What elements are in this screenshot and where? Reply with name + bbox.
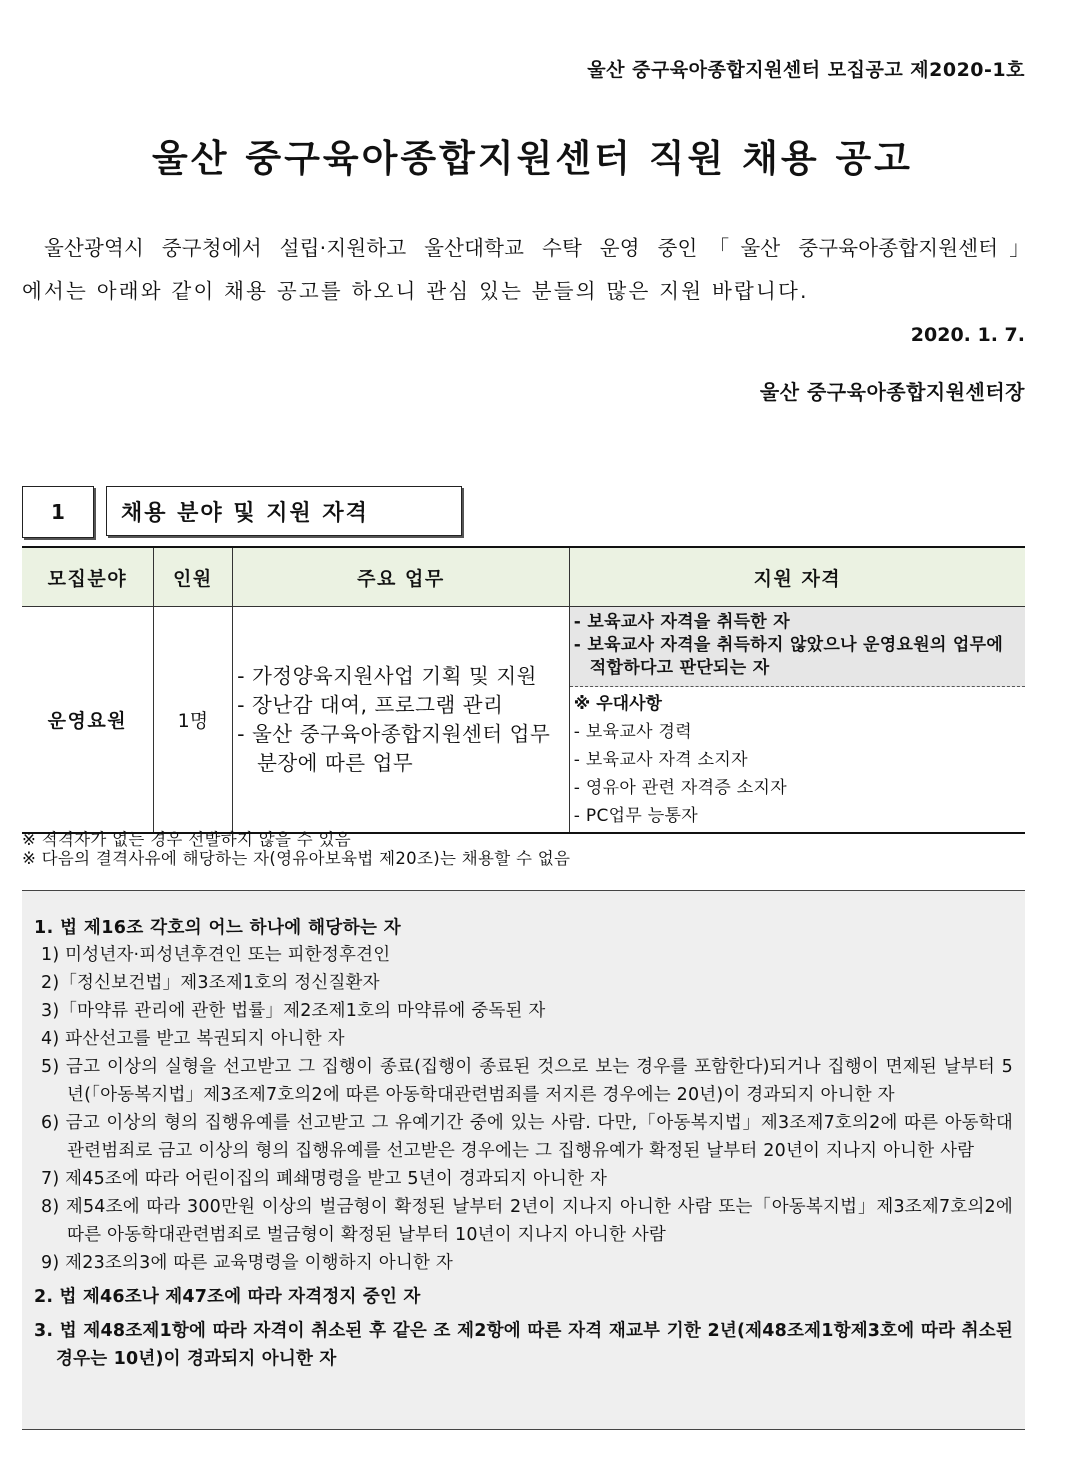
- notice-number: 울산 중구육아종합지원센터 모집공고 제2020-1호: [587, 59, 1025, 81]
- notes: [22, 830, 570, 868]
- signer: 울산 중구육아종합지원센터장: [759, 380, 1025, 404]
- cell-duties: [233, 607, 570, 834]
- disqualification-heading-3: 3. 법 제48조제1항에 따라 자격이 취소된 후 같은 조 제2항에 따른 자격 재교부 기한 2년(제48조제1항제3호에 따라 취소된 경우는 10년)이 경과되지 아니한 자: [34, 1321, 1013, 1369]
- disqualification-item: 3)「마약류 관리에 관한 법률」제2조제1호의 마약류에 중독된 자: [41, 1001, 546, 1021]
- note-item: ※ 적격자가 없는 경우 선발하지 않을 수 있음: [22, 830, 352, 849]
- disqualification-item: 7) 제45조에 따라 어린이집의 폐쇄명령을 받고 5년이 경과되지 아니한 자: [41, 1169, 608, 1189]
- table-row: [22, 607, 1025, 834]
- preferred-qualifications: [570, 687, 1025, 832]
- intro-paragraph: [22, 227, 1030, 313]
- note-item: ※ 다음의 결격사유에 해당하는 자(영유아보육법 제20조)는 채용할 수 없음: [22, 849, 571, 868]
- intro-line-1: 울산광역시 중구청에서 설립·지원하고 울산대학교 수탁 운영 중인「울산 중구육아종합지원센터」: [44, 236, 1030, 260]
- recruitment-table: [22, 546, 1025, 834]
- disqualification-box: [22, 890, 1025, 1430]
- required-qualifications: [570, 607, 1025, 687]
- preferred-item: - PC업무 능통자: [573, 806, 698, 826]
- disqualification-heading-2: 2. 법 제46조나 제47조에 따라 자격정지 중인 자: [34, 1287, 421, 1307]
- header-count: 인원: [153, 547, 232, 607]
- disqualification-item: 9) 제23조의3에 따른 교육명령을 이행하지 아니한 자: [41, 1253, 453, 1273]
- preferred-heading: ※ 우대사항: [573, 694, 662, 714]
- disqualification-item: 5) 금고 이상의 실형을 선고받고 그 집행이 종료(집행이 종료된 것으로 보는 경우를 포함한다)되거나 집행이 면제된 날부터 5년(「아동복지법」제3조제7호의2에 따른 아동학대관련범죄를 저지른 경우에는 20년)이 경과되지 아니한 자: [41, 1057, 1013, 1105]
- page-title: 울산 중구육아종합지원센터 직원 채용 공고: [152, 137, 913, 180]
- disqualification-heading-1: 1. 법 제16조 각호의 어느 하나에 해당하는 자: [34, 918, 402, 938]
- disqualification-item: 2)「정신보건법」제3조제1호의 정신질환자: [41, 973, 380, 993]
- section-title: 채용 분야 및 지원 자격: [106, 486, 462, 536]
- header-field: 모집분야: [22, 547, 153, 607]
- section-number: 1: [22, 486, 94, 538]
- disqualification-item: 8) 제54조에 따라 300만원 이상의 벌금형이 확정된 날부터 2년이 지나지 아니한 사람 또는「아동복지법」제3조제7호의2에 따른 아동학대관련범죄로 벌금형이 확정된 날부터 10년이 지나지 아니한 사람: [41, 1197, 1013, 1245]
- duty-item: - 가정양육지원사업 기획 및 지원: [237, 663, 537, 688]
- notice-date: 2020. 1. 7.: [910, 324, 1025, 346]
- required-item: - 보육교사 자격을 취득하지 않았으나 운영요원의 업무에 적합하다고 판단되는 자: [573, 635, 1004, 678]
- disqualification-item: 4) 파산선고를 받고 복권되지 아니한 자: [41, 1029, 345, 1049]
- cell-field: 운영요원: [22, 607, 153, 834]
- preferred-item: - 영유아 관련 자격증 소지자: [573, 778, 787, 798]
- duty-item: - 장난감 대여, 프로그램 관리: [237, 692, 504, 717]
- duty-item: - 울산 중구육아종합지원센터 업무 분장에 따른 업무: [237, 721, 551, 775]
- required-item: - 보육교사 자격을 취득한 자: [573, 612, 790, 632]
- intro-line-2: 에서는 아래와 같이 채용 공고를 하오니 관심 있는 분들의 많은 지원 바랍니다.: [22, 279, 809, 303]
- disqualification-item: 1) 미성년자·피성년후견인 또는 피한정후견인: [41, 945, 391, 965]
- disqualification-item: 6) 금고 이상의 형의 집행유예를 선고받고 그 유예기간 중에 있는 사람. 다만,「아동복지법」제3조제7호의2에 따른 아동학대관련범죄로 금고 이상의 형의 집행유예를 선고받은 경우에는 그 집행유예가 확정된 날부터 20년이 지나지 아니한 사람: [41, 1113, 1013, 1161]
- header-qualifications: 지원 자격: [569, 547, 1025, 607]
- preferred-item: - 보육교사 자격 소지자: [573, 750, 748, 770]
- table-header-row: [22, 547, 1025, 607]
- preferred-item: - 보육교사 경력: [573, 722, 692, 742]
- cell-qualifications: [569, 607, 1025, 834]
- cell-count: 1명: [153, 607, 232, 834]
- header-duties: 주요 업무: [233, 547, 570, 607]
